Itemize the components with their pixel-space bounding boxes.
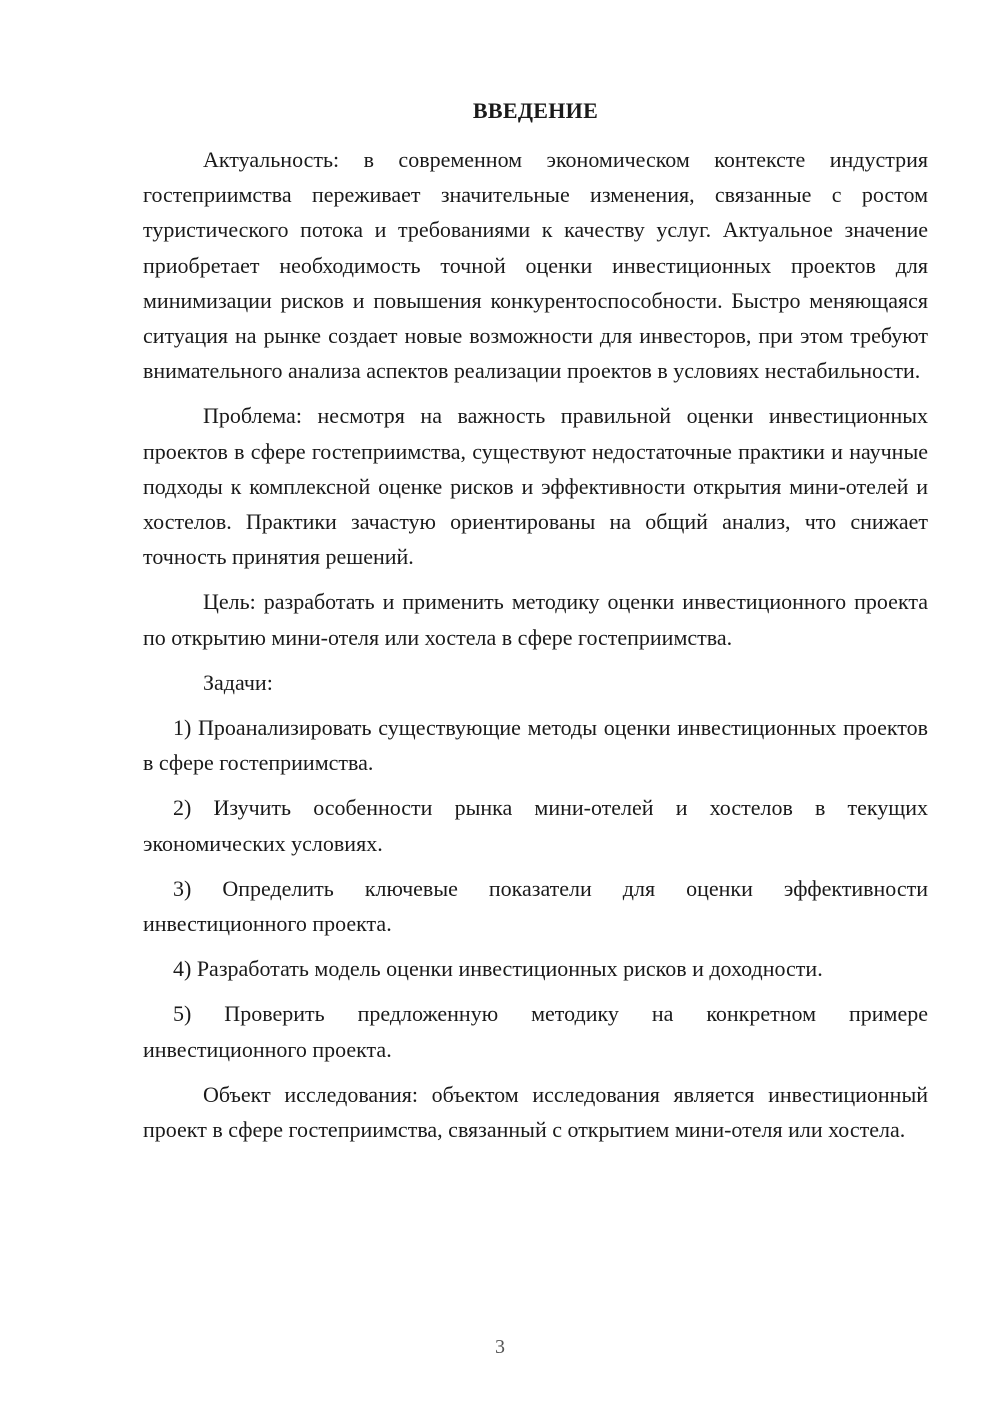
page-number: 3	[495, 1336, 505, 1358]
paragraph-tasks-label: Задачи:	[203, 669, 273, 695]
paragraph-problem: Проблема: несмотря на важность правильной оценки инвестиционных проектов в сфере гостеприимства, существуют недостаточные практики и научные подходы к комплексной оценке рисков и эффективности открытия мини-отелей и хостелов. Практики зачастую ориентированы на общий анализ, что снижает точность принятия решений.	[143, 403, 928, 570]
body-text	[143, 142, 928, 1147]
paragraph-relevance: Актуальность: в современном экономическом контексте индустрия гостеприимства переживает значительные изменения, связанные с ростом туристического потока и требованиями к качеству услуг. Актуальное значение приобретает необходимость точной оценки инвестиционных проектов для минимизации рисков и повышения конкурентоспособности. Быстро меняющаяся ситуация на рынке создает новые возможности для инвесторов, при этом требуют внимательного анализа аспектов реализации проектов в условиях нестабильности.	[143, 147, 928, 384]
task-item-5: 5) Проверить предложенную методику на конкретном примере инвестиционного проекта.	[143, 1001, 928, 1062]
task-item-2: 2) Изучить особенности рынка мини-отелей и хостелов в текущих экономических условиях.	[143, 795, 928, 856]
paragraph-object: Объект исследования: объектом исследования является инвестиционный проект в сфере гостеприимства, связанный с открытием мини-отеля или хостела.	[143, 1081, 928, 1143]
task-item-1: 1) Проанализировать существующие методы оценки инвестиционных проектов в сфере гостеприимства.	[143, 715, 928, 776]
paragraph-goal: Цель: разработать и применить методику оценки инвестиционного проекта по открытию мини-отеля или хостела в сфере гостеприимства.	[143, 589, 928, 650]
task-item-3: 3) Определить ключевые показатели для оценки эффективности инвестиционного проекта.	[143, 875, 928, 937]
section-heading: ВВЕДЕНИЕ	[472, 98, 599, 123]
task-item-4: 4) Разработать модель оценки инвестиционных рисков и доходности.	[173, 956, 823, 982]
